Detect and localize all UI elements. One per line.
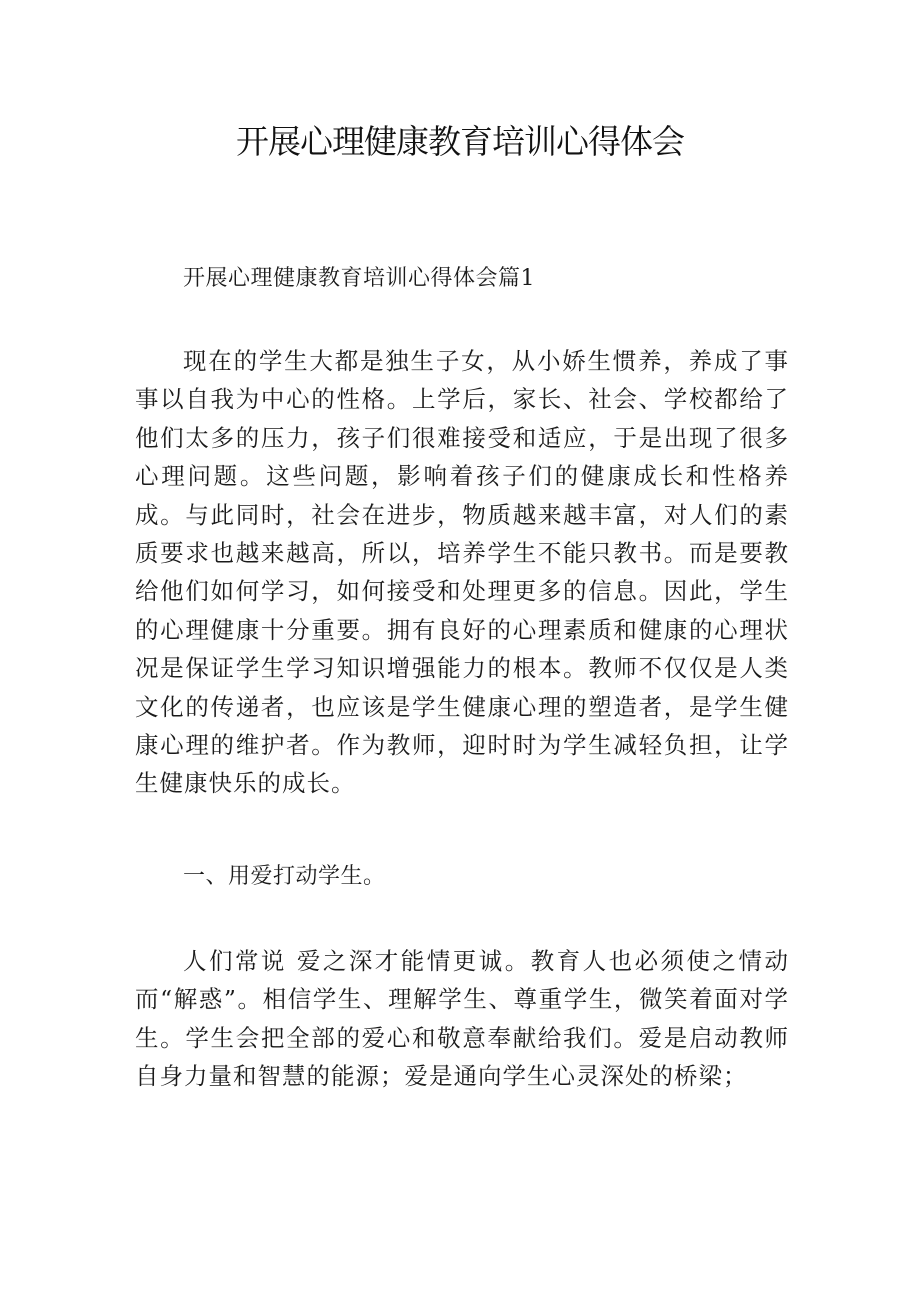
body-paragraph: 现在的学生大都是独生子女，从小娇生惯养，养成了事事以自我为中心的性格。上学后，家长、社会、学校都给了他们太多的压力，孩子们很难接受和适应，于是出现了很多心理问题。这些问题，影响着孩子们的健康成长和性格养成。与此同时，社会在进步，物质越来越丰富，对人们的素质要求也越来越高，所以，培养学生不能只教书。而是要教给他们如何学习，如何接受和处理更多的信息。因此，学生的心理健康十分重要。拥有良好的心理素质和健康的心理状况是保证学生学习知识增强能力的根本。教师不仅仅是人类文化的传递者，也应该是学生健康心理的塑造者，是学生健康心理的维护者。作为教师，迎时时为学生减轻负担，让学生健康快乐的成长。 bbox=[135, 347, 789, 798]
section-heading: 一、用爱打动学生。 bbox=[183, 864, 386, 889]
section-subtitle: 开展心理健康教育培训心得体会篇1 bbox=[183, 266, 535, 291]
body-paragraph: 人们常说 爱之深才能情更诚。教育人也必须使之情动而“解惑”。相信学生、理解学生、尊重学生，微笑着面对学生。学生会把全部的爱心和敬意奉献给我们。爱是启动教师自身力量和智慧的能源；爱是通向学生心灵深处的桥梁； bbox=[135, 947, 789, 1091]
document-title: 开展心理健康教育培训心得体会 bbox=[236, 122, 684, 161]
